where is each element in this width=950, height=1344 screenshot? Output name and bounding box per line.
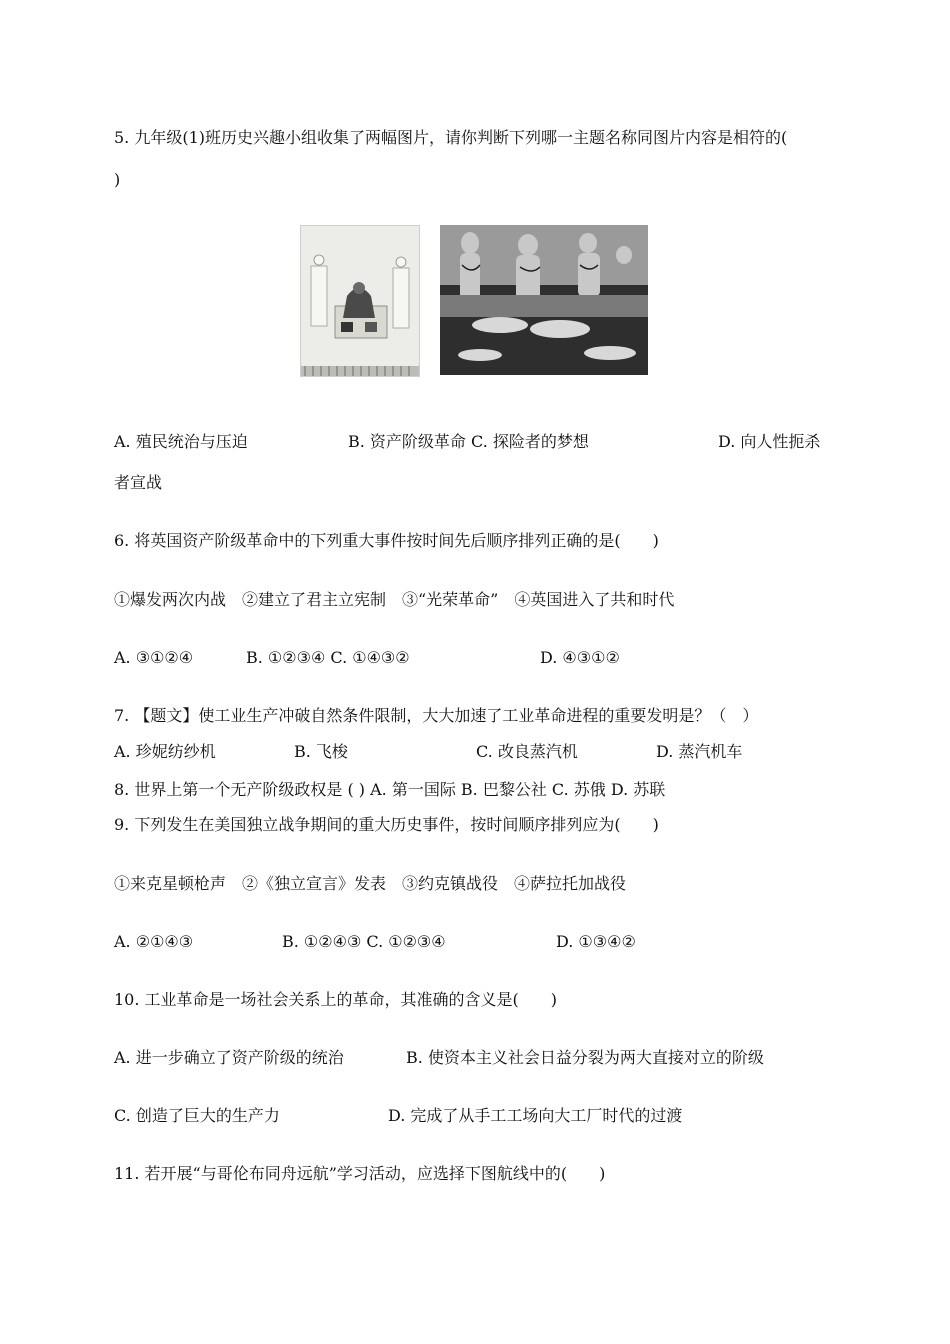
q6-option-a[interactable]: A. ③①②④: [114, 648, 194, 667]
q5-picture-right: [440, 225, 648, 375]
q6-option-b-c[interactable]: B. ①②③④ C. ①④③②: [246, 648, 410, 667]
q10-option-b[interactable]: B. 使资本主义社会日益分裂为两大直接对立的阶级: [406, 1048, 764, 1067]
q11-stem: 11. 若开展“与哥伦布同舟远航”学习活动，应选择下图航线中的( ): [114, 1164, 606, 1183]
q10-stem: 10. 工业革命是一场社会关系上的革命，其准确的含义是( ): [114, 990, 558, 1009]
q10-option-a[interactable]: A. 进一步确立了资产阶级的统治: [114, 1048, 344, 1067]
q10-option-d[interactable]: D. 完成了从手工工场向大工厂时代的过渡: [388, 1106, 683, 1125]
q5-option-b-c[interactable]: B. 资产阶级革命 C. 探险者的梦想: [348, 432, 589, 451]
q6-stem: 6. 将英国资产阶级革命中的下列重大事件按时间先后顺序排列正确的是( ): [114, 531, 659, 550]
q9-option-b-c[interactable]: B. ①②④③ C. ①②③④: [282, 932, 446, 951]
q7-option-d[interactable]: D. 蒸汽机车: [656, 742, 743, 761]
q6-items: ①爆发两次内战 ②建立了君主立宪制 ③“光荣革命” ④英国进入了共和时代: [114, 590, 675, 609]
q9-items: ①来克星顿枪声 ②《独立宣言》发表 ③约克镇战役 ④萨拉托加战役: [114, 874, 627, 893]
q5-picture-left: [300, 225, 420, 377]
q5-stem-line2: ): [114, 170, 121, 189]
q6-option-d[interactable]: D. ④③①②: [540, 648, 620, 667]
q5-option-d-wrap: 者宣战: [114, 473, 163, 492]
q5-picture-right-photo: [440, 225, 648, 375]
q10-option-c[interactable]: C. 创造了巨大的生产力: [114, 1106, 280, 1125]
q5-picture-left-illustration: [301, 226, 419, 376]
q7-option-c[interactable]: C. 改良蒸汽机: [476, 742, 578, 761]
q9-stem: 9. 下列发生在美国独立战争期间的重大历史事件，按时间顺序排列应为( ): [114, 815, 659, 834]
q7-stem: 7. 【题文】使工业生产冲破自然条件限制，大大加速了工业革命进程的重要发明是？（ ）: [114, 706, 759, 725]
q5-option-d[interactable]: D. 向人性扼杀: [718, 432, 821, 451]
q5-option-a[interactable]: A. 殖民统治与压迫: [114, 432, 248, 451]
q5-stem-line1: 5. 九年级(1)班历史兴趣小组收集了两幅图片，请你判断下列哪一主题名称同图片内容是相符的(: [114, 128, 788, 147]
q7-option-a[interactable]: A. 珍妮纺纱机: [114, 742, 216, 761]
q8-stem: 8. 世界上第一个无产阶级政权是 ( ) A. 第一国际 B. 巴黎公社 C. 苏俄 D. 苏联: [114, 780, 666, 799]
q7-option-b[interactable]: B. 飞梭: [294, 742, 348, 761]
q9-option-d[interactable]: D. ①③④②: [556, 932, 636, 951]
q9-option-a[interactable]: A. ②①④③: [114, 932, 194, 951]
